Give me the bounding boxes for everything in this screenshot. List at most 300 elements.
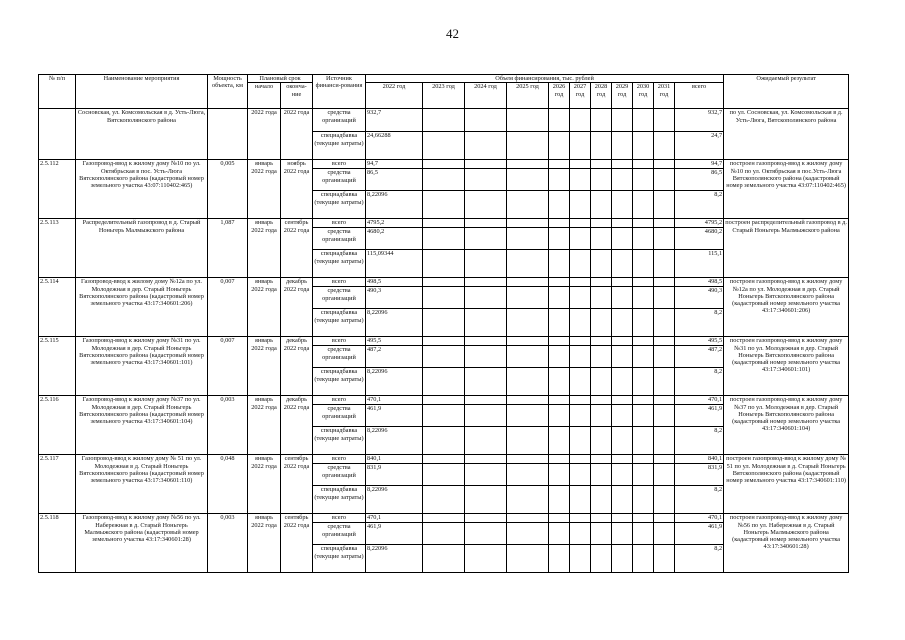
value-2022: 8,22096 — [366, 486, 423, 514]
empty-year-cell — [612, 191, 633, 219]
empty-year-cell — [507, 514, 549, 523]
entry-num: 2.5.118 — [39, 514, 76, 573]
source-cell: средства организаций — [313, 228, 366, 250]
empty-year-cell — [570, 169, 591, 191]
value-total: 8,2 — [675, 368, 724, 396]
empty-year-cell — [633, 523, 654, 545]
entry-capacity: 1,087 — [208, 219, 248, 278]
empty-year-cell — [612, 169, 633, 191]
empty-year-cell — [549, 346, 570, 368]
header-year: 2028 год — [591, 83, 612, 109]
cont-capacity — [208, 109, 248, 160]
entry-num: 2.5.117 — [39, 455, 76, 514]
entry-start: январь 2022 года — [248, 219, 281, 278]
empty-year-cell — [591, 346, 612, 368]
empty-year-cell — [591, 455, 612, 464]
table-row — [39, 396, 849, 405]
empty-year-cell — [612, 219, 633, 228]
entry-end: декабрь 2022 года — [281, 337, 313, 396]
table-row — [39, 219, 849, 228]
empty-year-cell — [612, 486, 633, 514]
empty-year-cell — [591, 337, 612, 346]
source-cell: спецнадбавка (текущие затраты) — [313, 250, 366, 278]
empty-year-cell — [465, 523, 507, 545]
empty-year-cell — [633, 346, 654, 368]
empty-year-cell — [465, 427, 507, 455]
empty-year-cell — [570, 514, 591, 523]
entry-result: построен газопровод-ввод к жилому дому №12а по ул. Молодежная в дер. Старый Ноньгерь Вятскополянского района (кадастровый номер земельного участка 43:17:340601:206) — [724, 278, 849, 337]
source-cell: всего — [313, 219, 366, 228]
source-cell: всего — [313, 278, 366, 287]
source-cell: средства организаций — [313, 346, 366, 368]
entry-name: Газопровод-ввод к жилому дому №12а по ул. Молодежная в дер. Старый Ноньгерь Вятскополянского района (кадастровый номер земельного участка 43:17:340601:206) — [76, 278, 208, 337]
source-cell: спецнадбавка (текущие затраты) — [313, 427, 366, 455]
value-total: 8,2 — [675, 309, 724, 337]
value-2022: 8,22096 — [366, 545, 423, 573]
header-year: 2023 год — [423, 83, 465, 109]
entry-result: построен газопровод-ввод к жилому дому № 51 по ул. Молодежная в д. Старый Ноньгерь Вятскополянского района (кадастровый номер земельного участка 43:17:340601:110) — [724, 455, 849, 514]
empty-year-cell — [423, 464, 465, 486]
empty-year-cell — [654, 337, 675, 346]
header-total: всего — [675, 83, 724, 109]
empty-year-cell — [612, 464, 633, 486]
empty-year-cell — [570, 278, 591, 287]
empty-year-cell — [507, 250, 549, 278]
value-total: 470,1 — [675, 396, 724, 405]
empty-year-cell — [549, 337, 570, 346]
empty-year-cell — [612, 346, 633, 368]
source-cell: средства организаций — [313, 169, 366, 191]
source-cell: всего — [313, 396, 366, 405]
empty-year-cell — [549, 545, 570, 573]
empty-year-cell — [423, 160, 465, 169]
value-total: 840,1 — [675, 455, 724, 464]
empty-year-cell — [549, 514, 570, 523]
source-cell: всего — [313, 337, 366, 346]
entry-capacity: 0,007 — [208, 337, 248, 396]
value-2022: 831,9 — [366, 464, 423, 486]
empty-year-cell — [507, 278, 549, 287]
empty-year-cell — [465, 219, 507, 228]
empty-year-cell — [591, 287, 612, 309]
value-2022: 8,22096 — [366, 309, 423, 337]
header-year: 2031 год — [654, 83, 675, 109]
entry-start: январь 2022 года — [248, 455, 281, 514]
empty-year-cell — [570, 346, 591, 368]
source-cell: средства организаций — [313, 287, 366, 309]
header-start: начало — [248, 83, 281, 109]
empty-year-cell — [549, 287, 570, 309]
empty-year-cell — [591, 219, 612, 228]
header-num: № п/п — [39, 75, 76, 109]
empty-year-cell — [465, 228, 507, 250]
empty-year-cell — [570, 405, 591, 427]
empty-year-cell — [507, 287, 549, 309]
empty-year-cell — [570, 250, 591, 278]
value-total: 115,1 — [675, 250, 724, 278]
empty-year-cell — [633, 191, 654, 219]
empty-year-cell — [654, 160, 675, 169]
cont-result: по ул. Сосновская, ул. Комсомольская в д. Усть-Люга, Вятскополянского района — [724, 109, 849, 160]
empty-year-cell — [654, 278, 675, 287]
empty-year-cell — [591, 368, 612, 396]
entry-result: построен газопровод-ввод к жилому дому №56 по ул. Набережная в д. Старый Ноньгерь Малмыжского района (кадастровый номер земельного участка 43:17:340601:28) — [724, 514, 849, 573]
empty-year-cell — [654, 368, 675, 396]
empty-year-cell — [612, 250, 633, 278]
empty-year-cell — [570, 309, 591, 337]
empty-year-cell — [612, 228, 633, 250]
entry-end: декабрь 2022 года — [281, 396, 313, 455]
entry-result: построен газопровод-ввод к жилому дому №10 по ул. Октябрьская в пос.Усть-Люга Вятскополянского района (кадастровый номер земельного участка 43:07:110402:465) — [724, 160, 849, 219]
empty-year-cell — [612, 514, 633, 523]
empty-year-cell — [612, 455, 633, 464]
source-cell: всего — [313, 455, 366, 464]
empty-year-cell — [549, 396, 570, 405]
empty-year-cell — [465, 346, 507, 368]
empty-year-cell — [633, 427, 654, 455]
cont-end: 2022 года — [281, 109, 313, 160]
empty-year-cell — [507, 486, 549, 514]
empty-year-cell — [570, 337, 591, 346]
empty-year-cell — [507, 464, 549, 486]
empty-year-cell — [507, 160, 549, 169]
empty-year-cell — [549, 191, 570, 219]
value-total: 495,5 — [675, 337, 724, 346]
value-total: 831,9 — [675, 464, 724, 486]
empty-year-cell — [549, 523, 570, 545]
empty-year-cell — [423, 486, 465, 514]
entry-name: Распределительный газопровод в д. Старый Ноньгерь Малмыжского района — [76, 219, 208, 278]
empty-year-cell — [549, 464, 570, 486]
empty-year-cell — [654, 250, 675, 278]
table-row — [39, 455, 849, 464]
empty-year-cell — [549, 160, 570, 169]
entry-capacity: 0,007 — [208, 278, 248, 337]
empty-year-cell — [633, 250, 654, 278]
value-total: 461,9 — [675, 523, 724, 545]
header-source: Источник финанси-рования — [313, 75, 366, 109]
header-year: 2029 год — [612, 83, 633, 109]
empty-year-cell — [570, 545, 591, 573]
value-2022: 932,7 — [366, 109, 423, 132]
empty-year-cell — [654, 464, 675, 486]
source-cell: средства организаций — [313, 464, 366, 486]
empty-year-cell — [591, 250, 612, 278]
empty-year-cell — [633, 545, 654, 573]
empty-year-cell — [633, 405, 654, 427]
value-2022: 8,22096 — [366, 368, 423, 396]
empty-year-cell — [612, 368, 633, 396]
empty-year-cell — [507, 337, 549, 346]
empty-year-cell — [423, 287, 465, 309]
empty-year-cell — [507, 368, 549, 396]
source-cell: всего — [313, 514, 366, 523]
entry-name: Газопровод-ввод к жилому дому №37 по ул. Молодежная в дер. Старый Ноньгерь Вятскополянского района (кадастровый номер земельного участка 43:17:340601:104) — [76, 396, 208, 455]
empty-year-cell — [612, 523, 633, 545]
empty-year-cell — [423, 514, 465, 523]
entry-result: построен газопровод-ввод к жилому дому №37 по ул. Молодежная в дер. Старый Ноньгерь Вятскополянского района (кадастровый номер земельного участка 43:17:340601:104) — [724, 396, 849, 455]
empty-year-cell — [423, 337, 465, 346]
empty-year-cell — [507, 545, 549, 573]
empty-year-cell — [507, 191, 549, 219]
empty-year-cell — [423, 250, 465, 278]
empty-year-cell — [654, 396, 675, 405]
empty-year-cell — [423, 368, 465, 396]
source-cell: спецнадбавка (текущие затраты) — [313, 486, 366, 514]
header-period: Плановый срок — [248, 75, 313, 83]
entry-capacity: 0,003 — [208, 514, 248, 573]
value-2022: 86,5 — [366, 169, 423, 191]
empty-year-cell — [549, 368, 570, 396]
empty-year-cell — [507, 346, 549, 368]
header-year: 2025 год — [507, 83, 549, 109]
source-cell: спецнадбавка (текущие затраты) — [313, 545, 366, 573]
empty-year-cell — [423, 228, 465, 250]
empty-year-cell — [465, 514, 507, 523]
entry-num: 2.5.114 — [39, 278, 76, 337]
entry-name: Газопровод-ввод к жилому дому № 51 по ул. Молодежная в д. Старый Ноньгерь Вятскополянского района (кадастровый номер земельного участка 43:17:340601:110) — [76, 455, 208, 514]
empty-year-cell — [633, 309, 654, 337]
empty-year-cell — [633, 464, 654, 486]
empty-year-cell — [423, 405, 465, 427]
entry-end: сентябрь 2022 года — [281, 514, 313, 573]
value-total: 8,2 — [675, 545, 724, 573]
empty-year-cell — [591, 278, 612, 287]
empty-year-cell — [612, 278, 633, 287]
empty-year-cell — [570, 523, 591, 545]
value-2022: 470,1 — [366, 514, 423, 523]
header-name: Наименование мероприятия — [76, 75, 208, 109]
value-total: 24,7 — [675, 132, 724, 160]
empty-year-cell — [507, 228, 549, 250]
empty-year-cell — [507, 309, 549, 337]
empty-year-cell — [465, 287, 507, 309]
empty-year-cell — [591, 523, 612, 545]
header-year: 2027 год — [570, 83, 591, 109]
source-cell: спецнадбавка (текущие затраты) — [313, 309, 366, 337]
empty-year-cell — [612, 427, 633, 455]
empty-year-cell — [633, 287, 654, 309]
value-2022: 490,3 — [366, 287, 423, 309]
empty-year-cell — [654, 545, 675, 573]
value-total: 470,1 — [675, 514, 724, 523]
empty-year-cell — [654, 523, 675, 545]
empty-year-cell — [465, 160, 507, 169]
empty-year-cell — [612, 287, 633, 309]
value-2022: 8,22096 — [366, 191, 423, 219]
empty-year-cell — [507, 396, 549, 405]
header-year: 2026 год — [549, 83, 570, 109]
empty-year-cell — [549, 219, 570, 228]
header-year: 2022 год — [366, 83, 423, 109]
empty-year-cell — [465, 455, 507, 464]
empty-year-cell — [591, 191, 612, 219]
cont-name: Сосновская, ул. Комсомольская в д. Усть-Люга, Вятскополянского района — [76, 109, 208, 160]
empty-year-cell — [507, 219, 549, 228]
empty-year-cell — [612, 160, 633, 169]
empty-year-cell — [591, 169, 612, 191]
empty-year-cell — [654, 191, 675, 219]
empty-year-cell — [465, 545, 507, 573]
empty-year-cell — [465, 405, 507, 427]
empty-year-cell — [423, 427, 465, 455]
entry-name: Газопровод-ввод к жилому дому №10 по ул. Октябрьская в пос. Усть-Люга Вятскополянского района (кадастровый номер земельного участка 43:07:110402:465) — [76, 160, 208, 219]
empty-year-cell — [654, 309, 675, 337]
empty-year-cell — [507, 405, 549, 427]
empty-year-cell — [654, 346, 675, 368]
value-2022: 8,22096 — [366, 427, 423, 455]
table-row — [39, 278, 849, 287]
value-2022: 840,1 — [366, 455, 423, 464]
empty-year-cell — [570, 160, 591, 169]
header-year: 2024 год — [465, 83, 507, 109]
empty-year-cell — [507, 523, 549, 545]
entry-num: 2.5.113 — [39, 219, 76, 278]
header-capacity: Мощность объекта, км — [208, 75, 248, 109]
empty-year-cell — [423, 191, 465, 219]
empty-year-cell — [570, 368, 591, 396]
empty-year-cell — [549, 405, 570, 427]
empty-year-cell — [654, 427, 675, 455]
empty-year-cell — [465, 464, 507, 486]
source-cell: средства организаций — [313, 109, 366, 132]
value-total: 8,2 — [675, 191, 724, 219]
empty-year-cell — [423, 455, 465, 464]
empty-year-cell — [654, 219, 675, 228]
empty-year-cell — [507, 455, 549, 464]
empty-year-cell — [570, 228, 591, 250]
table-row — [39, 337, 849, 346]
table-row — [39, 160, 849, 169]
empty-year-cell — [570, 455, 591, 464]
value-total: 8,2 — [675, 486, 724, 514]
empty-year-cell — [633, 278, 654, 287]
entry-name: Газопровод-ввод к жилому дому №56 по ул. Набережная в д. Старый Ноньгерь Малмыжского района (кадастровый номер земельного участка 43:17:340601:28) — [76, 514, 208, 573]
empty-year-cell — [612, 337, 633, 346]
empty-year-cell — [570, 486, 591, 514]
empty-year-cell — [465, 250, 507, 278]
entry-capacity: 0,003 — [208, 396, 248, 455]
empty-year-cell — [654, 228, 675, 250]
header-year: 2030 год — [633, 83, 654, 109]
value-total: 4795,2 — [675, 219, 724, 228]
empty-year-cell — [507, 169, 549, 191]
empty-year-cell — [423, 396, 465, 405]
empty-year-cell — [591, 486, 612, 514]
value-total: 461,9 — [675, 405, 724, 427]
empty-year-cell — [633, 455, 654, 464]
empty-year-cell — [465, 169, 507, 191]
value-2022: 495,5 — [366, 337, 423, 346]
entry-end: сентябрь 2022 года — [281, 455, 313, 514]
empty-year-cell — [465, 191, 507, 219]
empty-year-cell — [654, 405, 675, 427]
value-total: 94,7 — [675, 160, 724, 169]
empty-year-cell — [633, 514, 654, 523]
empty-year-cell — [465, 337, 507, 346]
value-2022: 94,7 — [366, 160, 423, 169]
value-total: 4680,2 — [675, 228, 724, 250]
empty-year-cell — [570, 219, 591, 228]
financing-table — [38, 74, 849, 573]
empty-year-cell — [570, 396, 591, 405]
empty-year-cell — [633, 486, 654, 514]
source-cell: всего — [313, 160, 366, 169]
entry-num: 2.5.115 — [39, 337, 76, 396]
empty-year-cell — [591, 228, 612, 250]
header-result: Ожидаемый результат — [724, 75, 849, 109]
cont-start: 2022 года — [248, 109, 281, 160]
value-2022: 461,9 — [366, 523, 423, 545]
empty-year-cell — [633, 169, 654, 191]
table-row — [39, 514, 849, 523]
empty-year-cell — [465, 278, 507, 287]
empty-year-cell — [654, 169, 675, 191]
entry-name: Газопровод-ввод к жилому дому №31 по ул. Молодежная в дер. Старый Ноньгерь Вятскополянского района (кадастровый номер земельного участка 43:17:340601:101) — [76, 337, 208, 396]
value-total: 932,7 — [675, 109, 724, 132]
empty-year-cell — [423, 219, 465, 228]
empty-year-cell — [591, 427, 612, 455]
entry-start: январь 2022 года — [248, 337, 281, 396]
empty-year-cell — [549, 228, 570, 250]
empty-year-cell — [612, 405, 633, 427]
empty-year-cell — [633, 337, 654, 346]
empty-year-cell — [654, 486, 675, 514]
entry-result: построен распределительный газопровод в д. Старый Ноньгерь Малмыжского района — [724, 219, 849, 278]
entry-num: 2.5.112 — [39, 160, 76, 219]
empty-year-cell — [570, 464, 591, 486]
header-end: оконча-ние — [281, 83, 313, 109]
empty-year-cell — [423, 523, 465, 545]
entry-capacity: 0,005 — [208, 160, 248, 219]
entry-start: январь 2022 года — [248, 160, 281, 219]
empty-year-cell — [633, 160, 654, 169]
value-2022: 4680,2 — [366, 228, 423, 250]
empty-year-cell — [654, 514, 675, 523]
cont-num — [39, 109, 76, 160]
page-number: 42 — [446, 26, 459, 41]
value-total: 86,5 — [675, 169, 724, 191]
empty-year-cell — [423, 545, 465, 573]
source-cell: спецнадбавка (текущие затраты) — [313, 191, 366, 219]
empty-year-cell — [465, 368, 507, 396]
empty-year-cell — [549, 427, 570, 455]
empty-year-cell — [633, 228, 654, 250]
entry-result: построен газопровод-ввод к жилому дому №31 по ул. Молодежная в дер. Старый Ноньгерь Вятскополянского района (кадастровый номер земельного участка 43:17:340601:101) — [724, 337, 849, 396]
empty-year-cell — [612, 545, 633, 573]
value-2022: 4795,2 — [366, 219, 423, 228]
empty-year-cell — [549, 278, 570, 287]
empty-year-cell — [633, 396, 654, 405]
empty-year-cell — [591, 160, 612, 169]
empty-year-cell — [654, 287, 675, 309]
entry-start: январь 2022 года — [248, 396, 281, 455]
entry-end: сентябрь 2022 года — [281, 219, 313, 278]
empty-year-cell — [591, 309, 612, 337]
value-2022: 470,1 — [366, 396, 423, 405]
empty-year-cell — [591, 405, 612, 427]
source-cell: средства организаций — [313, 523, 366, 545]
value-2022: 24,66288 — [366, 132, 423, 160]
empty-year-cell — [570, 191, 591, 219]
value-2022: 461,9 — [366, 405, 423, 427]
value-2022: 498,5 — [366, 278, 423, 287]
value-total: 8,2 — [675, 427, 724, 455]
empty-year-cell — [591, 545, 612, 573]
empty-year-cell — [591, 514, 612, 523]
value-2022: 115,09344 — [366, 250, 423, 278]
entry-end: ноябрь 2022 года — [281, 160, 313, 219]
